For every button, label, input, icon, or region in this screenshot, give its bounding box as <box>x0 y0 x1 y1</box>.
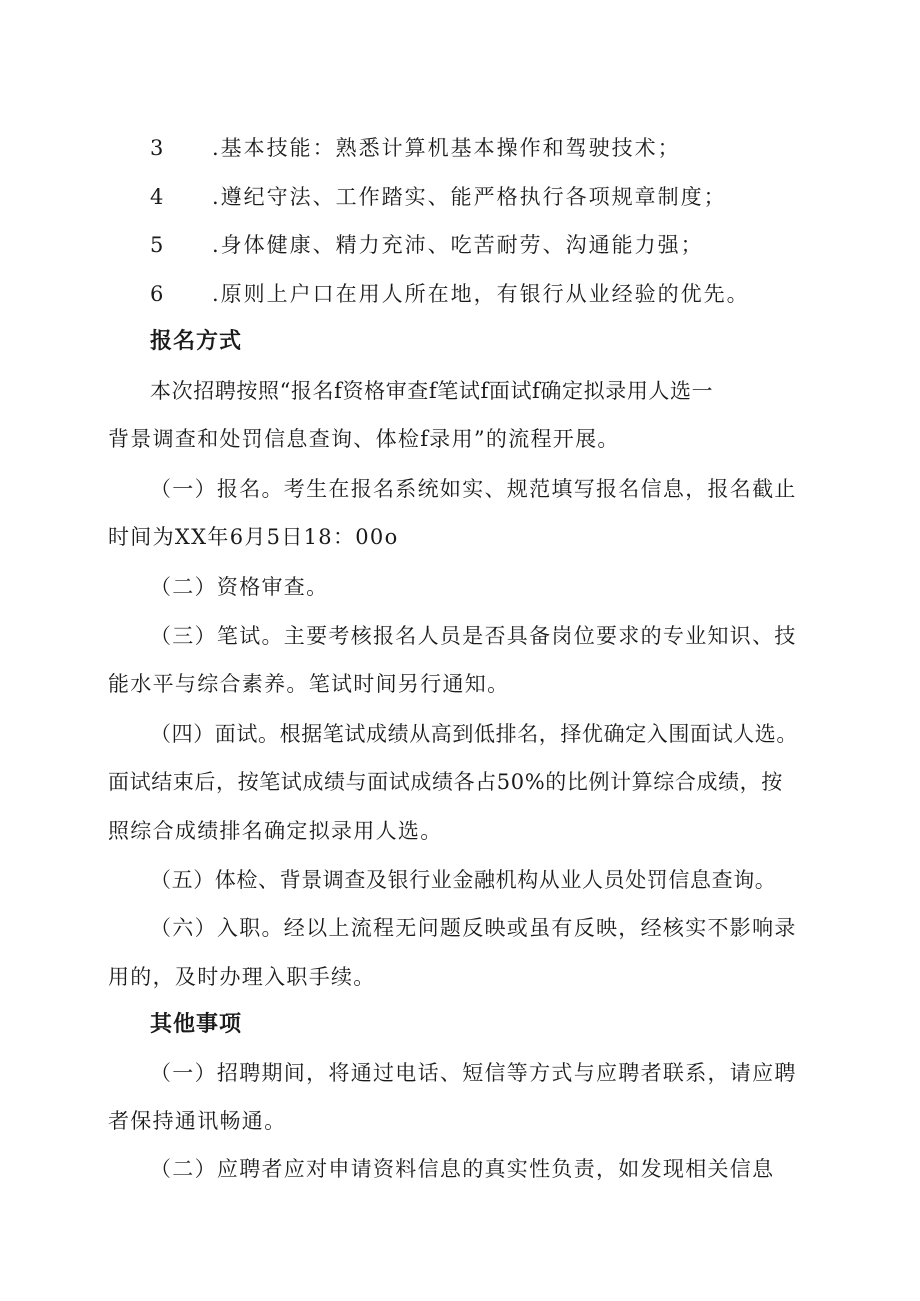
step-interview-line: 照综合成绩排名确定拟录用人选。 <box>108 819 443 843</box>
section-heading-other: 其他事项 <box>150 1012 243 1037</box>
requirement-number: 3 <box>150 136 164 160</box>
requirement-text: .遵纪守法、工作踏实、能严格执行各项规章制度； <box>212 185 727 209</box>
step-onboarding-line: （六）入职。经以上流程无问题反映或虽有反映，经核实不影响录 <box>150 916 797 940</box>
step-interview-line: 面试结束后，按笔试成绩与面试成绩各占50%的比例计算综合成绩，按 <box>108 770 783 794</box>
other-item-line: （一）招聘期间，将通过电话、短信等方式与应聘者联系，请应聘 <box>150 1061 797 1085</box>
step-registration-line: （一）报名。考生在报名系统如实、规范填写报名信息，报名截止 <box>150 477 797 501</box>
step-onboarding-line: 用的，及时办理入职手续。 <box>108 965 376 989</box>
step-interview-line: （四）面试。根据笔试成绩从高到低排名，择优确定入围面试人选。 <box>150 722 798 746</box>
other-item-line: 者保持通讯畅通。 <box>108 1109 287 1133</box>
step-registration-line: 时间为XX年6月5日18：00o <box>108 525 399 549</box>
step-physical-exam: （五）体检、背景调查及银行业金融机构从业人员处罚信息查询。 <box>150 868 777 892</box>
requirement-number: 6 <box>150 282 164 306</box>
requirement-text: .原则上户口在用人所在地，有银行从业经验的优先。 <box>212 282 750 306</box>
requirement-text: .身体健康、精力充沛、吃苦耐劳、沟通能力强； <box>212 233 704 257</box>
step-written-exam-line: 能水平与综合素养。笔试时间另行通知。 <box>108 672 510 696</box>
registration-intro-line: 本次招聘按照“报名f资格审查f笔试f面试f确定拟录用人选一 <box>150 379 714 403</box>
step-qualification-review: （二）资格审查。 <box>150 575 329 599</box>
requirement-number: 5 <box>150 233 164 257</box>
registration-intro-line: 背景调查和处罚信息查询、体检f录用”的流程开展。 <box>108 427 620 451</box>
requirement-text: .基本技能：熟悉计算机基本操作和驾驶技术； <box>212 136 681 160</box>
section-heading-registration: 报名方式 <box>150 329 243 354</box>
requirement-number: 4 <box>150 185 164 209</box>
step-written-exam-line: （三）笔试。主要考核报名人员是否具备岗位要求的专业知识、技 <box>150 624 797 648</box>
other-item-line: （二）应聘者应对申请资料信息的真实性负责，如发现相关信息 <box>150 1157 775 1181</box>
